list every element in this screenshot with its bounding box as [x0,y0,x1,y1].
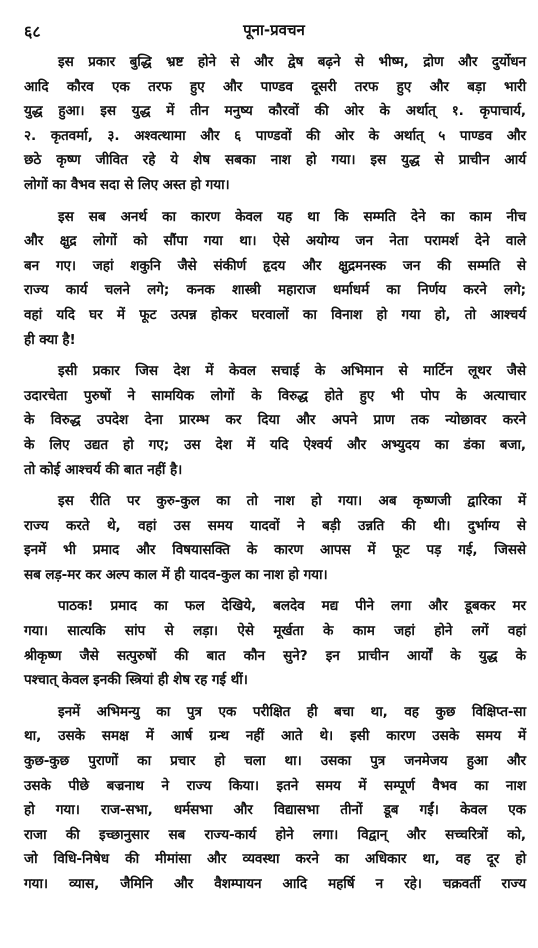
text-line: ही क्या है! [24,331,76,348]
paragraph [24,594,526,692]
text-line: इनमें अभिमन्यु का पुत्र एक परीक्षित ही बचा था, वह कुछ विक्षिप्त-सा [58,703,526,720]
text-line: गया। सात्यकि सांप से लड़ा। ऐसे मूर्खता के काम जहां होने लगें वहां [24,623,526,640]
text-line: बन गए। जहां शकुनि जैसे संकीर्ण हृदय और क्षुद्रमनस्क जन की सम्मति से [24,257,526,274]
text-line: उदारचेता पुरुषों ने सामयिक लोगों के विरुद्ध होते हुए भी पोप के अत्याचार [24,387,526,404]
text-line: आदि कौरव एक तरफ हुए और पाण्डव दूसरी तरफ हुए और बड़ा भारी [24,78,526,95]
text-line: और क्षुद्र लोगों को सौंपा गया था। ऐसे अयोग्य जन नेता परामर्श देने वाले [24,233,526,250]
text-line: इनमें भी प्रमाद और विषयासक्ति के कारण आपस में फूट पड़ गई, जिससे [24,542,526,559]
body-text [24,50,526,904]
running-title: पूना-प्रवचन [243,21,305,39]
text-line: इसी प्रकार जिस देश में केवल सचाई के अभिमान से मार्टिन लूथर जैसे [58,363,526,380]
text-line: उसके पीछे बज्रनाथ ने राज्य किया। इतने समय में सम्पूर्ण वैभव का नाश [24,777,526,794]
page-number: ६८ [24,22,41,41]
text-line: श्रीकृष्ण जैसे सत्पुरुषों की बात कौन सुने? इन प्राचीन आर्यों के युद्ध के [24,647,526,664]
paragraph [24,700,526,897]
text-line: छठे कृष्ण जीवित रहे ये शेष सबका नाश हो गया। इस युद्ध से प्राचीन आर्य [24,152,526,169]
text-line: तो कोई आश्चर्य की बात नहीं है। [24,461,183,478]
text-line: पाठक! प्रमाद का फल देखिये, बलदेव मद्य पीने लगा और डूबकर मर [58,598,526,615]
text-line: लोगों का वैभव सदा से लिए अस्त हो गया। [24,176,230,193]
text-line: वहां यदि घर में फूट उत्पन्न होकर घरवालों का विनाश हो गया हो, तो आश्चर्य [24,306,526,323]
text-line: राज्य करते थे, वहां उस समय यादवों ने बड़ी उन्नति की थी। दुर्भाग्य से [24,517,526,534]
text-line: इस प्रकार बुद्धि भ्रष्ट होने से और द्वेष बढ़ने से भीष्म, द्रोण और दुर्योधन [58,54,526,70]
text-line: गया। व्यास, जैमिनि और वैशम्पायन आदि महर्षि न रहे। चक्रवर्ती राज्य [24,876,526,892]
text-line: इस रीति पर कुरु-कुल का तो नाश हो गया। अब कृष्णजी द्वारिका में [58,493,526,510]
text-line: था, उसके समक्ष में आर्ष ग्रन्थ नहीं आते थे। इसी कारण उसके समय में [24,728,526,745]
paragraph [24,359,526,482]
text-line: जो विधि-निषेध की मीमांसा और व्यवस्था करने का अधिकार था, वह दूर हो [24,851,526,868]
text-line: के लिए उद्यत हो गए; उस देश में यदि ऐश्वर्य और अभ्युदय का डंका बजा, [24,436,526,453]
page-header [24,18,524,44]
paragraph [24,205,526,353]
text-line: कुछ-कुछ पुराणों का प्रचार हो चला था। उसका पुत्र जनमेजय हुआ और [24,753,526,770]
text-line: सब लड़-मर कर अल्प काल में ही यादव-कुल का नाश हो गया। [24,566,328,583]
text-line: हो गया। राज-सभा, धर्मसभा और विद्यासभा तीनों डूब गईं। केवल एक [24,802,526,819]
text-line: पश्चात् केवल इनकी स्त्रियां ही शेष रह गई थीं। [24,672,248,689]
paragraph [24,489,526,587]
text-line: राजा की इच्छानुसार सब राज्य-कार्य होने लगा। विद्वान् और सच्चरित्रों को, [24,826,526,843]
text-line: इस सब अनर्थ का कारण केवल यह था कि सम्मति देने का काम नीच [58,208,526,225]
paragraph [24,50,526,198]
text-line: युद्ध हुआ। इस युद्ध में तीन मनुष्य कौरवों की ओर के अर्थात् १. कृपाचार्य, [24,103,526,120]
text-line: राज्य कार्य चलने लगे; कनक शास्त्री महाराज धर्माधर्म का निर्णय करने लगे; [24,282,526,299]
text-line: २. कृतवर्मा, ३. अश्वत्थामा और ६ पाण्डवों की ओर के अर्थात् ५ पाण्डव और [24,127,526,144]
text-line: के विरुद्ध उपदेश देना प्रारम्भ कर दिया और अपने प्राण तक न्योछावर करने [24,412,526,429]
